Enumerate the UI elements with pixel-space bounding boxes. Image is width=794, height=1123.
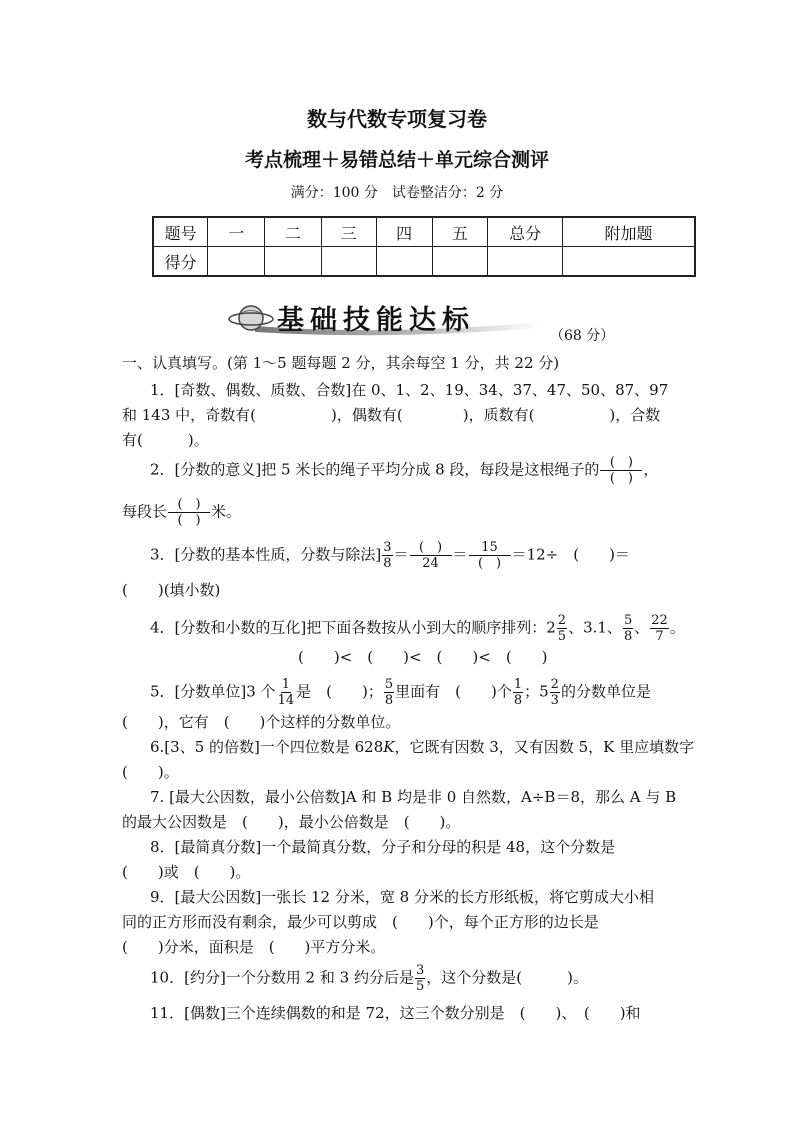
score-table <box>152 216 696 277</box>
banner-title: 基础技能达标 <box>277 305 475 336</box>
question-3: 3．[分数的基本性质，分数与除法] $\frac{3}{8}$ ＝ $\frac{( )}{24}$ ＝ $\frac{15}{( )}$ ＝12÷ ( )＝ <box>150 540 630 571</box>
q2-text: 2．[分数的意义]把 5 米长的绳子平均分成 8 段，每段是这根绳子的 <box>150 460 600 479</box>
q4-text: 。 <box>669 618 685 637</box>
q1-line3: 有( )。 <box>122 431 209 449</box>
q6-variable: K <box>383 738 395 756</box>
score-row-label: 得分 <box>153 247 208 277</box>
q5-text: 5．[分数单位]3 个 <box>150 682 276 701</box>
fraction: $\frac{1}{8}$ <box>513 677 523 708</box>
score-cell[interactable] <box>265 247 322 277</box>
fraction: $\frac{3}{8}$ <box>383 540 392 571</box>
score-cell[interactable] <box>208 247 265 277</box>
q6-text: 6.[3、5 的倍数]一个四位数是 628 <box>150 738 384 756</box>
fraction: $\frac{2}{3}$ <box>550 677 559 708</box>
q8-line1: 8．[最简真分数]一个最简真分数，分子和分母的积是 48，这个分数是 <box>150 838 616 856</box>
blank[interactable]: ( ) <box>609 471 633 486</box>
q9-line1: 9．[最大公因数]一张长 12 分米，宽 8 分米的长方形纸板，将它剪成大小相 <box>150 888 654 906</box>
q5-text: 是 ( )； <box>296 682 383 701</box>
q8-line2: ( )或 ( )。 <box>122 863 251 881</box>
score-table-header: 一 <box>208 217 265 247</box>
part1-heading: 一、认真填写。(第 1～5 题每题 2 分，其余每空 1 分，共 22 分) <box>122 354 560 372</box>
score-cell[interactable] <box>488 247 563 277</box>
q10-text: ，这个分数是( )。 <box>426 968 588 987</box>
fraction: $\frac{3}{5}$ <box>415 963 425 994</box>
fraction: $\frac{2}{5}$ <box>557 613 567 644</box>
score-table-header: 附加题 <box>563 217 695 247</box>
section-banner <box>225 296 545 340</box>
q9-line3: ( )分米，面积是 ( )平方分米。 <box>122 938 386 956</box>
q4-text: 4．[分数和小数的互化]把下面各数按从小到大的顺序排列：2 <box>150 618 556 637</box>
fraction: $\frac{5}{8}$ <box>384 677 394 708</box>
q6-line2: ( )。 <box>122 763 179 781</box>
blank[interactable]: ( ) <box>410 540 452 556</box>
q1-line2: 和 143 中，奇数有( )，偶数有( )，质数有( )，合数 <box>122 406 661 424</box>
q2-text: 每段长 <box>122 502 168 521</box>
page-title: 数与代数专项复习卷 <box>307 107 487 131</box>
q7-line1: 7. [最大公因数，最小公倍数]A 和 B 均是非 0 自然数，A÷B＝8，那么 A 与 B <box>150 788 677 806</box>
q5-text: 的分数单位是 <box>560 682 651 701</box>
question-4: 4．[分数和小数的互化]把下面各数按从小到大的顺序排列：2 $\frac{2}{5}$ 、3.1、 $\frac{5}{8}$ 、 $\frac{22}{7}$ 。 <box>150 613 685 644</box>
q5-line2: ( )，它有 ( )个这样的分数单位。 <box>122 713 401 731</box>
q1-line1: 1．[奇数、偶数、质数、合数]在 0、1、2、19、34、37、47、50、87、97 <box>150 381 669 399</box>
planet-icon <box>229 306 273 330</box>
q3-line2: ( )(填小数) <box>122 581 221 599</box>
score-table-row <box>153 247 695 277</box>
score-table-header: 题号 <box>153 217 208 247</box>
q2-text: 米。 <box>211 502 242 521</box>
score-table-header-row <box>153 217 695 247</box>
question-2 <box>150 455 658 486</box>
fraction <box>168 497 210 528</box>
page-subtitle: 考点梳理＋易错总结＋单元综合测评 <box>244 149 549 171</box>
q3-text: 3．[分数的基本性质，分数与除法] <box>150 545 382 564</box>
q9-line2: 同的正方形而没有剩余，最少可以剪成 ( )个，每个正方形的边长是 <box>122 913 599 931</box>
score-cell[interactable] <box>376 247 432 277</box>
score-table-header: 总分 <box>488 217 563 247</box>
score-cell[interactable] <box>432 247 488 277</box>
blank[interactable]: ( ) <box>177 513 201 528</box>
blank[interactable]: ( ) <box>168 497 210 513</box>
score-cell[interactable] <box>321 247 376 277</box>
q3-text: ＝12÷ ( )＝ <box>511 545 630 564</box>
blank[interactable]: ( ) <box>600 455 642 471</box>
score-table-header: 四 <box>376 217 432 247</box>
score-info: 满分：100 分 试卷整洁分：2 分 <box>290 185 504 201</box>
fraction: $\frac{15}{( )}$ <box>469 540 511 571</box>
score-cell[interactable] <box>563 247 695 277</box>
fraction: $\frac{1}{14}$ <box>277 677 295 708</box>
q2-text: ， <box>643 460 659 479</box>
q5-text: ；5 <box>524 682 549 701</box>
fraction: $\frac{22}{7}$ <box>651 613 668 644</box>
section-score: （68 分） <box>550 328 615 344</box>
fraction: $\frac{5}{8}$ <box>623 613 633 644</box>
question-2-line2 <box>122 497 241 528</box>
score-table-header: 二 <box>265 217 322 247</box>
question-10 <box>150 963 588 994</box>
q10-text: 10．[约分]一个分数用 2 和 3 约分后是 <box>150 968 414 987</box>
q5-text: 里面有 ( )个 <box>395 682 512 701</box>
score-table-header: 三 <box>321 217 376 247</box>
q7-line2: 的最大公因数是 ( )，最小公倍数是 ( )。 <box>122 813 461 831</box>
blank[interactable]: ( ) <box>477 556 502 571</box>
question-5 <box>150 677 651 708</box>
q6-text: ，它既有因数 3，又有因数 5，K 里应填数字 <box>394 738 695 756</box>
fraction: $\frac{( )}{24}$ <box>410 540 452 571</box>
fraction <box>600 455 642 486</box>
question-6 <box>150 737 694 757</box>
q4-text: 、3.1、 <box>568 618 622 637</box>
score-table-header: 五 <box>432 217 488 247</box>
q11-line1: 11．[偶数]三个连续偶数的和是 72，这三个数分别是 ( )、 ( )和 <box>150 1004 641 1022</box>
q4-answer-line[interactable]: ( )< ( )< ( )< ( ) <box>298 648 548 666</box>
